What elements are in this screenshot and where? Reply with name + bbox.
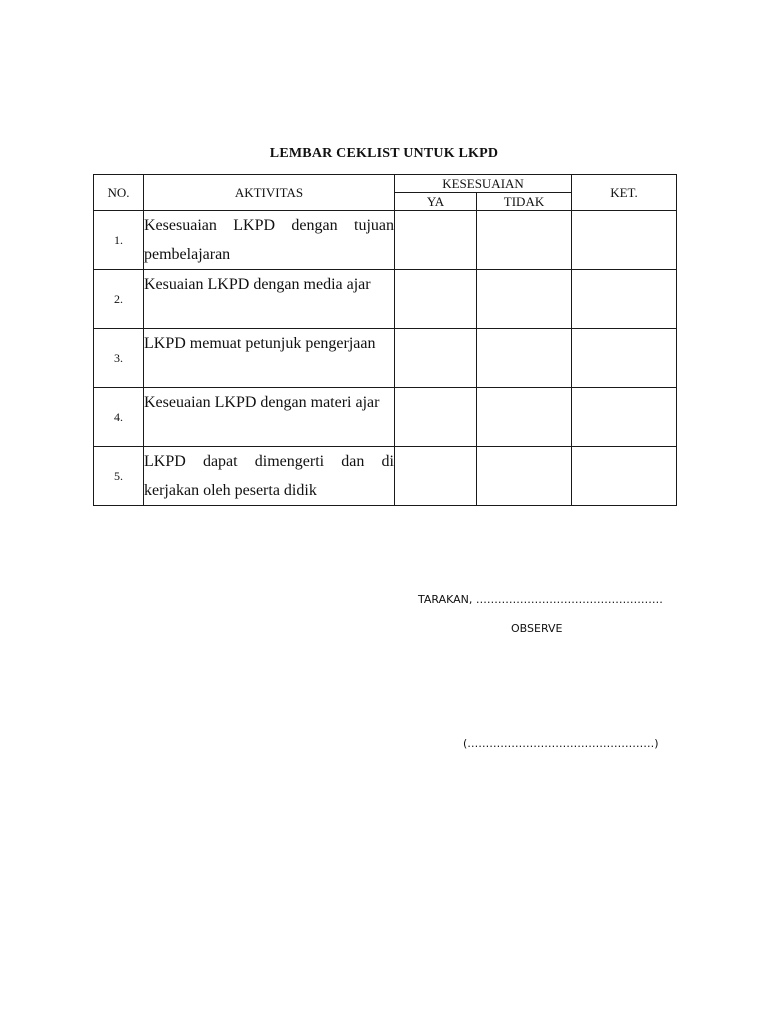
row-number: 3. [94,329,144,388]
row-activity: LKPD memuat petunjuk pengerjaan [144,329,395,388]
signature-name-line: (……………………………………………) [463,737,659,750]
notes-cell[interactable] [572,270,677,329]
row-number: 2. [94,270,144,329]
table-row [94,329,677,388]
notes-cell[interactable] [572,211,677,270]
checkbox-no-cell[interactable] [477,447,572,506]
signature-role: OBSERVE [511,622,563,635]
header-yes: YA [395,193,477,211]
header-conformity: KESESUAIAN [395,175,572,193]
table-row [94,388,677,447]
checkbox-yes-cell[interactable] [395,329,477,388]
table-row [94,211,677,270]
table-header-row [94,175,677,193]
header-activity: AKTIVITAS [144,175,395,211]
checkbox-yes-cell[interactable] [395,447,477,506]
row-activity: LKPD dapat dimengerti dan di kerjakan oleh peserta didik [144,447,395,506]
checkbox-no-cell[interactable] [477,388,572,447]
table-row [94,447,677,506]
row-number: 4. [94,388,144,447]
checkbox-yes-cell[interactable] [395,270,477,329]
notes-cell[interactable] [572,447,677,506]
row-activity: Keseuaian LKPD dengan materi ajar [144,388,395,447]
checkbox-no-cell[interactable] [477,270,572,329]
row-activity: Kesuaian LKPD dengan media ajar [144,270,395,329]
checklist-table [93,174,677,506]
header-no: NO. [94,175,144,211]
checkbox-no-cell[interactable] [477,211,572,270]
checkbox-no-cell[interactable] [477,329,572,388]
row-number: 5. [94,447,144,506]
signature-place-date: TARAKAN, …………………………………………… [418,593,663,606]
notes-cell[interactable] [572,388,677,447]
header-notes: KET. [572,175,677,211]
checkbox-yes-cell[interactable] [395,388,477,447]
header-no-option: TIDAK [477,193,572,211]
row-activity: Kesesuaian LKPD dengan tujuan pembelajaran [144,211,395,270]
row-number: 1. [94,211,144,270]
document-title: LEMBAR CEKLIST UNTUK LKPD [269,146,499,161]
table-row [94,270,677,329]
notes-cell[interactable] [572,329,677,388]
checkbox-yes-cell[interactable] [395,211,477,270]
